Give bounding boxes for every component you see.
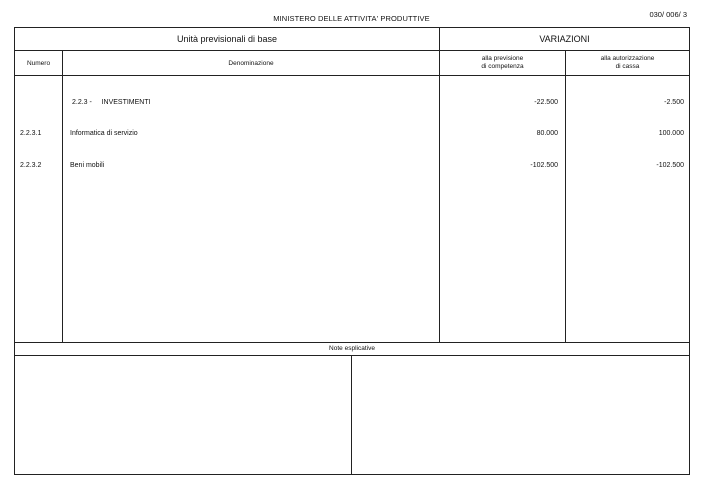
header-divider [15, 50, 689, 51]
section-variazioni-header: VARIAZIONI [539, 34, 590, 44]
row-numero: 2.2.3.2 [20, 162, 42, 169]
row-denominazione: Beni mobili [70, 162, 105, 169]
row-cassa: -2.500 [664, 99, 684, 106]
notes-title: Note esplicative [329, 345, 375, 352]
row-cassa: 100.000 [658, 130, 684, 137]
notes-right-box [352, 356, 689, 474]
notes-left-box [15, 356, 351, 474]
col-header-numero: Numero [26, 60, 51, 67]
col-header-cassa-line1: alla autorizzazione [600, 55, 655, 62]
col-header-competenza-line1: alla previsione [481, 55, 524, 62]
table-bottom-line [15, 342, 689, 343]
section-unita-header: Unità previsionali di base [176, 34, 278, 44]
row-denominazione: 2.2.3 - INVESTIMENTI [72, 99, 151, 106]
numero-divider [62, 50, 63, 342]
column-header-divider [15, 75, 689, 76]
col-header-cassa-line2: di cassa [615, 63, 640, 70]
page-reference: 030/ 006/ 3 [649, 10, 687, 19]
col-header-competenza [440, 55, 565, 71]
row-competenza: 80.000 [536, 130, 558, 137]
row-competenza: -22.500 [534, 99, 558, 106]
cassa-divider [565, 50, 566, 342]
row-denominazione: Informatica di servizio [70, 130, 138, 137]
row-numero: 2.2.3.1 [20, 130, 42, 137]
budget-table-frame [14, 27, 690, 475]
col-header-competenza-line2: di competenza [481, 63, 524, 70]
row-competenza: -102.500 [530, 162, 558, 169]
col-header-cassa [566, 55, 689, 71]
row-cassa: -102.500 [656, 162, 684, 169]
document-title: MINISTERO DELLE ATTIVITA' PRODUTTIVE [273, 14, 430, 23]
variazioni-divider [439, 28, 440, 342]
col-header-denominazione: Denominazione [228, 60, 274, 67]
